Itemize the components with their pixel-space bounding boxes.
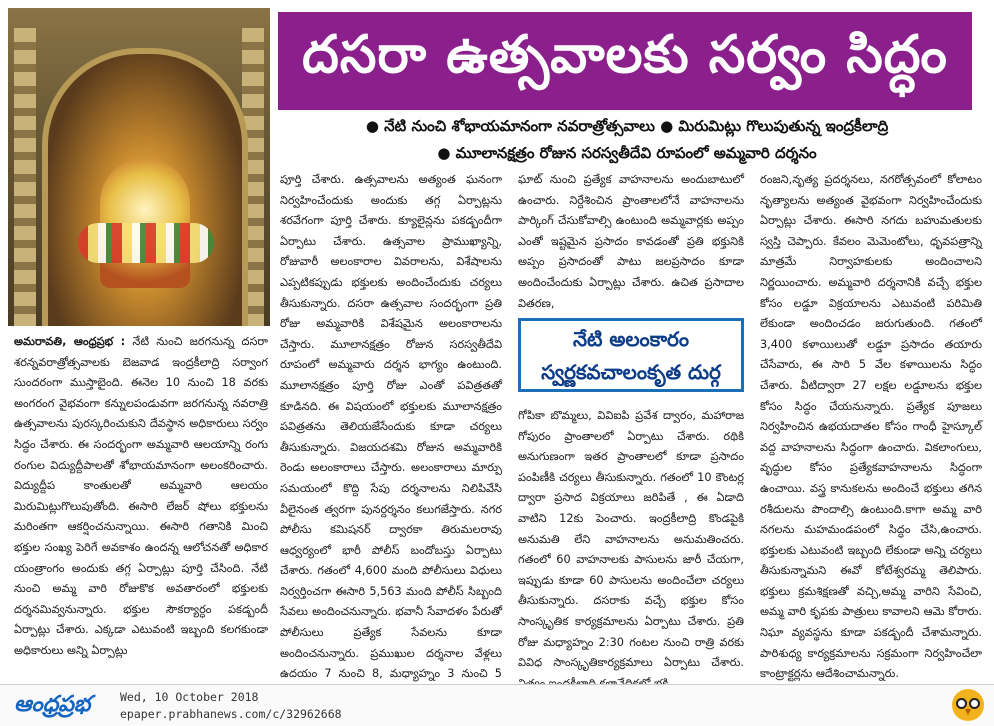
article-column-2: పూర్తి చేశారు. ఉత్సవాలను అత్యంత ఘనంగా నిర్వహించేందుకు అందుకు తగ్గ ఏర్పాట్లను శరవేగంగా పూర్తి చేశారు. క్యూలైన్లను పకడ్బందీగా ఏర్పాటు చేశారు. ఉత్సవాల ప్రాముఖ్యాన్ని, రోజువారీ అలంకారాల వివరాలను, విశేషాలను ఎప్పటికప్పుడు భక్తులకు అందించేందుకు చర్యలు తీసుకున్నారు. దసరా ఉత్సవాల సందర్భంగా ప్రతి రోజు అమ్మవారికి విశేషమైన అలంకారాలను చేస్తారు. మూలానక్షత్రం రోజున సరస్వతీదేవి రూపంలో అమ్మవారు దర్శన భాగ్యం ఉంటుంది. మూలానక్షత్రం పూర్తి రోజు ఎంతో పవిత్రతతో కూడినది. ఈ విషయంలో భక్తులకు మూలానక్షత్రం పవిత్రతను తెలియజేసేందుకు కూడా చర్యలు తీసుకున్నారు. విజయదశమి రోజున అమ్మవారికి రెండు అలంకారాలు చేస్తారు. అలంకారాలు మార్పు సమయంలో కొద్ది సేపు దర్శనాలను నిలిపివేసి వీలైనంత త్వరగా పునర్దర్శనం కలుగజేస్తారు. నగర పోలీసు కమిషనర్ ద్వారకా తిరుమలరావు ఆధ్వర్యంలో భారీ పోలీస్ బందోబస్తు ఏర్పాటు చేశారు. గతంలో 4,600 మంది పోలీసులు విధులు నిర్వర్తించగా ఈసారి 5,563 మంది పోలీస్ సిబ్బంది సేవలు అందించనున్నారు. భవానీ సేవాదళం పేరుతో పోలీసులు ప్రత్యేక సేవలను కూడా అందించనున్నారు. ప్రముఖుల దర్శనాల వేళ్లలు ఉదయం 7 నుంచి 8, మధ్యాహ్నం 3 నుంచి 5 <box>280 173 502 681</box>
owl-eye-left-icon <box>956 698 967 709</box>
sidebox-subtitle: స్వర్ణకవచాలంకృత దుర్గ <box>541 360 721 384</box>
edition-date: Wed, 10 October 2018 <box>120 690 259 704</box>
epaper-footer <box>0 684 994 726</box>
deck-line-1: ● నేటి నుంచి శోభాయమానంగా నవరాత్రోత్సవాలు ● మిరుమిట్లు గొలుపుతున్న ఇంద్రకీలాద్రి <box>365 117 889 135</box>
article-column-3-bottom: గోపికా బొమ్మలు, వివిఐపి ప్రవేశ ద్వారం, మహారాజ గోపురం ప్రాంతాలలో ఏర్పాటు చేశారు. రథికి అనుగుణంగా ఇతర ప్రాంతాలలో కూడా ప్రసాదం పంపిణీకి చర్యలు తీసుకున్నారు. గతంలో 10 కౌంటర్ల ద్వారా ప్రసాద విక్రయాలు జరిపితే , ఈ ఏడాది వాటిని 12కు పెంచారు. ఇంద్రకీలాద్రి కొండపైకి అనుమతి లేని వాహనాలను అనుమతించరు. గతంలో 60 వాహనాలకు పాసులను జారీ చేయగా, ఇప్పుడు కూడా 60 పాసులను అందించేలా చర్యలు తీసుకున్నారు. దసరాకు వచ్చే భక్తుల కోసం సాంస్కృతిక కార్యక్రమాలను ఏర్పాటు చేశారు. ప్రతి రోజు మధ్యాహ్నం 2:30 గంటల నుంచి రాత్రి వరకు వివిధ సాంస్కృతికార్యక్రమాలు ఏర్పాటు చేశారు. <box>518 409 744 670</box>
article-column-4: రంజని,నృత్య ప్రదర్శనలు, నగరోత్సవంలో కోలాటం నృత్యాలను అత్యంత వైభవంగా నిర్వహించేందుకు ఏర్పాట్లు చేశారు. ఈసారి నగదు బహుమతులకు స్వస్తి చెప్పారు. కేవలం మెమెంటోలు, ధృవపత్రాన్ని మాత్రమే నిర్వాహకులకు అందించాలని నిర్ణయించారు. అమ్మవారి దర్శనానికి వచ్చే భక్తుల కోసం లడ్డూ విక్రయాలను ఎటువంటి పరిమితి లేకుండా అందించడం జరుగుతుంది. గతంలో 3,400 కళాయిలుతో లడ్డూ ప్రసాదం తయారు చేసేవారు, ఈ సారి 5 వేల కళాయిలను సిద్ధం చేశారు. వీటిద్వారా 27 లక్షల లడ్డూలను భక్తుల కోసం సిద్ధం చేయనున్నారు. ప్రత్యేక పూజలు నిర్వహించిన ఉభయదాతల కోసం గాంధీ హైస్కూల్ వద్ద వాహనాలను సిద్ధంగా ఉంచారు. వికలాంగులు, వృద్ధుల కోసం ప్రత్యేకవాహనాలను సిద్ధంగా ఉంచాయి. వస్త్ర కానుకలను అందించే భక్తులు తగిన రశీదులను పొందాల్సి ఉంటుంది.కాగా అమ్మ వారి నగలను మహమండపంలో సిద్ధం చేసి,ఉంచారు. భక్తులకు ఎటువంటి ఇబ్బంది లేకుండా అన్ని చర్యలు తీసుకున్నామని ఈవో కోటేశ్వరమ్మ తెలిపారు. భక్తులు క్రమశిక్షణతో వచ్చి,అమ్మ వారిని సేవించి, అమ్మ వారి కృపకు పాత్రులు కావాలని ఆమె కోరారు. నిఘా వ్యవస్థను కూడా పకడ్బందీ చేశామన్నారు. పారిశుధ్య కార్యక్రమాలను సక్రమంగా నిర్వహించేలా కాంట్రాక్టర్లను ఆదేశించామన్నారు. <box>760 173 982 681</box>
deck-line-2: ● మూలానక్షత్రం రోజున సరస్వతీదేవి రూపంలో అమ్మవారి దర్శనం <box>437 144 817 162</box>
temple-pillar-left <box>14 28 36 326</box>
owl-eye-right-icon <box>969 698 980 709</box>
column-1-text: నేటి నుంచి జరగనున్న దసరా శరన్నవరాత్రోత్సవాలకు బెజవాడ ఇంద్రకీలాద్రి సర్వాంగ సుందరంగా ముస్తాబైంది. ఈనెల 10 నుంచి 18 వరకు అంగరంగ వైభవంగా కన్నులపండువగా జరగనున్న నవరాత్రి ఉత్సవాలను పురస్కరించుకుని దేవస్థాన అధికారులు సర్వం సిద్ధం చేశారు. ఈ సందర్భంగా అమ్మవారి ఆలయాన్ని రంగు రంగుల విద్యుద్దీపాలతో శోభాయమానంగా అలంకరించారు. విద్యుద్దీప కాంతులతో అమ్మవారి ఆలయం మిరుమిట్లుగొలుపుతోంది. ఈసారి లేజర్ షోలు భక్తులను మరింతగా ఆకర్షించనున్నాయి. ఈసారి గతానికి మించి భక్తుల సంఖ్య పెరిగే అవకాశం ఉందన్న ఆలోచనతో అధికార యంత్రాంగం అందుకు తగ్గ ఏర్పాట్లు పూర్తి చేసింది. నేటి నుంచి అమ్మ వారి రోజుకొక అవతారంలో భక్తులకు దర్శనమివ్వనున్నారు. భక్తుల సౌకర్యార్ధం పకడ్బందీ ఏర్పాట్లు చేశారు. ఎక్కడా ఎటువంటి ఇబ్బంది కలగకుండా అధికారులు అన్ని ఏర్పాట్లు <box>14 335 268 657</box>
sidebox-title: నేటి అలంకారం <box>572 327 690 351</box>
headline-banner <box>278 12 972 110</box>
owl-beak-icon <box>965 709 971 715</box>
flower-garland <box>78 223 214 263</box>
owl-icon <box>952 689 984 721</box>
article-column-1 <box>14 332 268 662</box>
article-column-3-top: ఘాట్ నుంచి ప్రత్యేక వాహనాలను అందుబాటులో ఉంచారు. నిర్దేశించిన ప్రాంతాలలోనే వాహనాలను పార్కింగ్ చేసుకోవాల్సి ఉంటుంది అమ్మవార్లకు అప్పం ఎంతో ఇష్టమైన ప్రసాదం కావడంతో ప్రతి భక్తునికి అప్పం ప్రసాదంతో పాటు జలప్రసాదం కూడా అందించేందుకు ఏర్పాట్లు చేశారు. ఉచిత ప్రసాదాల వితరణ, <box>518 173 744 310</box>
goddess-photo <box>8 8 270 326</box>
prabha-logo[interactable]: ఆంధ్రప్రభ <box>14 692 91 717</box>
dateline: అమరావతి, ఆంధ్రప్రభ : <box>14 335 126 348</box>
headline: దసరా ఉత్సవాలకు సర్వం సిద్ధం <box>302 24 948 85</box>
todays-decoration-box <box>518 318 744 392</box>
epaper-url[interactable]: epaper.prabhanews.com/c/32962668 <box>120 707 342 721</box>
